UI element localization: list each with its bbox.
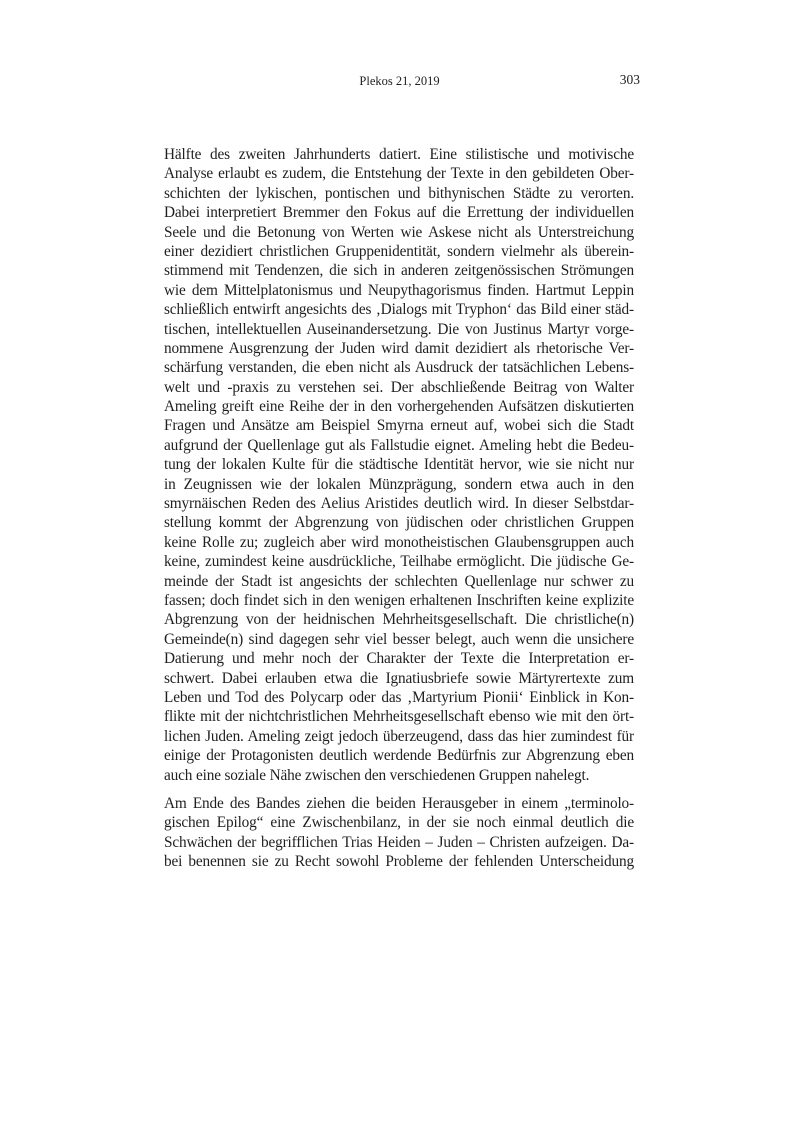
text-line: wie dem Mittelplatonismus und Neupythagorismus finden. Hartmut Leppin xyxy=(164,281,634,299)
text-line: nommene Ausgrenzung der Juden wird damit dezidiert als rhetorische Ver- xyxy=(164,339,634,357)
paragraph xyxy=(164,145,634,785)
text-line: meinde der Stadt ist angesichts der schlechten Quellenlage nur schwer zu xyxy=(164,572,634,590)
text-line: schichten der lykischen, pontischen und bithynischen Städte zu verorten. xyxy=(164,184,634,202)
text-line: Am Ende des Bandes ziehen die beiden Herausgeber in einem „terminolo- xyxy=(164,794,634,812)
text-line: schließlich entwirft angesichts des ‚Dialogs mit Tryphon‘ das Bild einer städ- xyxy=(164,301,634,319)
text-line: Seele und die Betonung von Werten wie Askese nicht als Unterstreichung xyxy=(164,223,634,241)
text-line: schwert. Dabei erlauben etwa die Ignatiusbriefe sowie Märtyrertexte zum xyxy=(164,669,634,687)
text-line: auch eine soziale Nähe zwischen den verschiedenen Gruppen nahelegt. xyxy=(164,766,590,784)
text-line: smyrnäischen Reden des Aelius Aristides deutlich wird. In dieser Selbstdar- xyxy=(164,495,634,513)
text-line: einige der Protagonisten deutlich werdende Bedürfnis zur Abgrenzung eben xyxy=(164,747,634,765)
text-line: Datierung und mehr noch der Charakter der Texte die Interpretation er- xyxy=(164,650,634,668)
text-line: Gemeinde(n) sind dagegen sehr viel besser belegt, auch wenn die unsichere xyxy=(164,630,634,648)
text-line: Dabei interpretiert Bremmer den Fokus auf die Errettung der individuellen xyxy=(164,204,634,222)
page-number: 303 xyxy=(619,72,640,87)
body-text xyxy=(164,145,634,871)
text-line: aufgrund der Quellenlage gut als Fallstudie eignet. Ameling hebt die Bedeu- xyxy=(164,436,634,454)
text-line: Schwächen der begrifflichen Trias Heiden – Juden – Christen aufzeigen. Da- xyxy=(164,833,634,851)
text-line: einer dezidiert christlichen Gruppenidentität, sondern vielmehr als überein- xyxy=(164,242,634,260)
text-line: stimmend mit Tendenzen, die sich in anderen zeitgenössischen Strömungen xyxy=(164,262,634,280)
text-line: keine Rolle zu; zugleich aber wird monotheistischen Glaubensgruppen auch xyxy=(164,533,634,551)
text-line: schärfung verstanden, die eben nicht als Ausdruck der tatsächlichen Lebens- xyxy=(164,359,634,377)
text-line: bei benennen sie zu Recht sowohl Probleme der fehlenden Unterscheidung xyxy=(164,853,634,871)
text-line: fassen; doch findet sich in den wenigen erhaltenen Inschriften keine explizite xyxy=(164,591,634,609)
text-line: Analyse erlaubt es zudem, die Entstehung der Texte in den gebildeten Ober- xyxy=(164,165,634,183)
running-header: Plekos 21, 2019 xyxy=(359,74,440,88)
text-line: Leben und Tod des Polycarp oder das ‚Martyrium Pionii‘ Einblick in Kon- xyxy=(164,688,634,706)
text-line: stellung kommt der Abgrenzung von jüdischen oder christlichen Gruppen xyxy=(164,514,634,532)
text-line: in Zeugnissen wie der lokalen Münzprägung, sondern etwa auch in den xyxy=(164,475,634,493)
paragraph xyxy=(164,794,634,872)
text-line: tischen, intellektuellen Auseinandersetzung. Die von Justinus Martyr vorge- xyxy=(164,320,634,338)
text-line: Hälfte des zweiten Jahrhunderts datiert. Eine stilistische und motivische xyxy=(164,146,634,163)
text-line: lichen Juden. Ameling zeigt jedoch überzeugend, dass das hier zumindest für xyxy=(164,727,634,745)
text-line: Abgrenzung von der heidnischen Mehrheitsgesellschaft. Die christliche(n) xyxy=(164,611,634,629)
text-line: welt und -praxis zu verstehen sei. Der abschließende Beitrag von Walter xyxy=(164,378,634,396)
text-line: gischen Epilog“ eine Zwischenbilanz, in der sie noch einmal deutlich die xyxy=(164,814,634,832)
text-line: Ameling greift eine Reihe der in den vorhergehenden Aufsätzen diskutierten xyxy=(164,398,634,416)
text-line: flikte mit der nichtchristlichen Mehrheitsgesellschaft ebenso wie mit den ört- xyxy=(164,708,634,726)
text-line: Fragen und Ansätze am Beispiel Smyrna erneut auf, wobei sich die Stadt xyxy=(164,417,634,435)
text-line: keine, zumindest keine ausdrückliche, Teilhabe ermöglicht. Die jüdische Ge- xyxy=(164,553,634,571)
text-line: tung der lokalen Kulte für die städtische Identität hervor, wie sie nicht nur xyxy=(164,456,634,474)
